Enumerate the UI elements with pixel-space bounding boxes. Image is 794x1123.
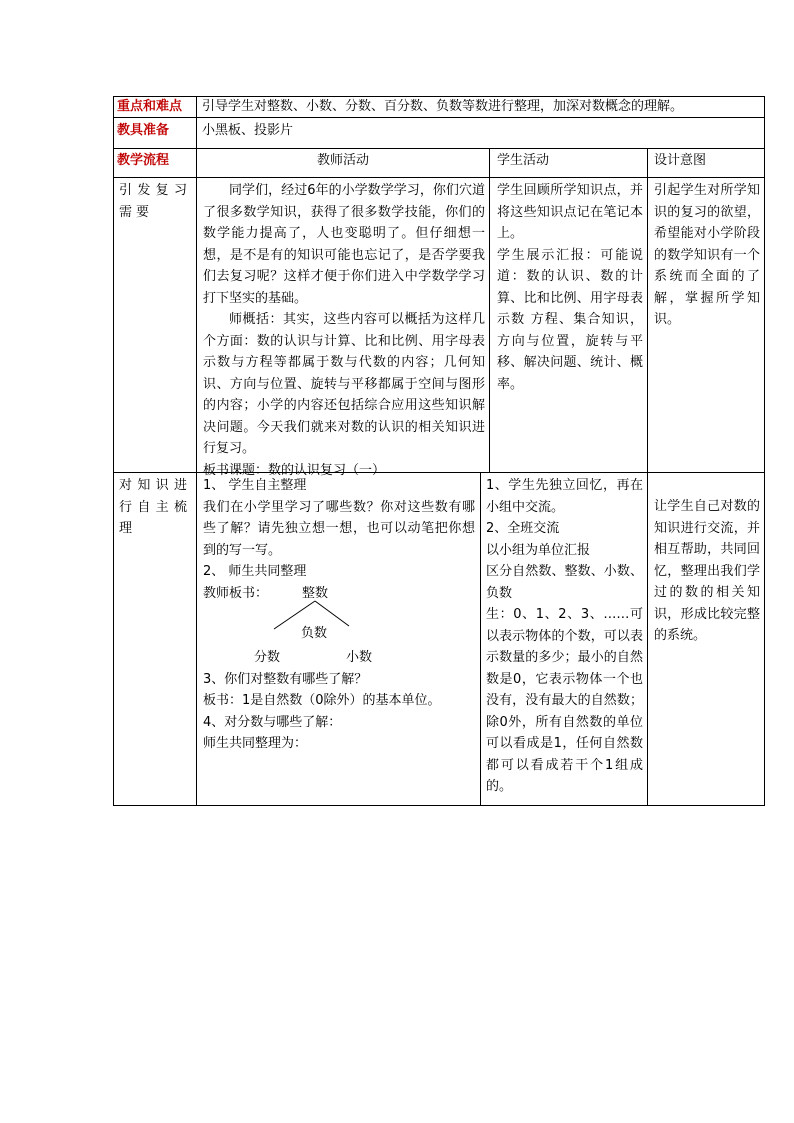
section1-label: 引发复习需要 <box>119 183 191 220</box>
rule-2 <box>113 148 765 149</box>
rule-col2b <box>480 472 481 806</box>
tree-mid: 负数 <box>301 625 328 641</box>
teacher-activity-header: 教师活动 <box>316 153 369 168</box>
section2-t2: 我们在小学里学习了哪些数？你对这些数有哪些了解？请先独立想一想，也可以动笔把你想到的写一写。 <box>203 499 475 558</box>
tree-right: 小数 <box>346 649 373 665</box>
materials-content: 小黑板、投影片 <box>202 123 294 138</box>
section2-teacher <box>203 475 475 755</box>
rule-1 <box>113 117 765 118</box>
board-writing-label: 教师板书： <box>203 585 269 601</box>
section2-student <box>486 475 643 798</box>
section2-t5: 3、你们对整数有哪些了解？ <box>203 671 368 687</box>
student-activity-header: 学生活动 <box>497 153 550 168</box>
section2-t7: 4、对分数与哪些了解： <box>203 714 342 730</box>
rule-left <box>113 96 114 806</box>
key-points-content: 引导学生对整数、小数、分数、百分数、负数等数进行整理，加深对数概念的理解。 <box>202 99 684 114</box>
design-intent-header: 设计意图 <box>654 153 707 168</box>
section2-s2: 2、全班交流 <box>486 521 560 536</box>
number-tree <box>203 583 475 669</box>
process-label: 教学流程 <box>117 153 170 168</box>
tree-root: 整数 <box>302 585 329 601</box>
rule-col2a <box>489 148 490 473</box>
rule-right <box>764 96 765 806</box>
section2-s3: 以小组为单位汇报 <box>486 542 591 558</box>
section1-student <box>497 180 643 395</box>
section2-label: 对知识进行自主梳理 <box>119 478 191 536</box>
section1-teacher-p2: 师概括：其实，这些内容可以概括为这样几个方面：数的认识与计算、比和比例、用字母表示数与方程等都属于数与代数的内容；几何知识、方向与位置、旋转与平移都属于空间与图形的内容；小学的内容还包括综合应用这些知识解决问题。今天我们就来对数的认识的相关知识进行复习。 <box>203 312 485 456</box>
section2-t6: 板书：1是自然数（0除外）的基本单位。 <box>203 693 441 708</box>
section1-teacher-p1: 同学们，经过6年的小学数学学习，你们穴道了很多数学知识，获得了很多数学技能，你们的数学能力提高了，人也变聪明了。但仔细想一想，是不是有的知识可能也忘记了，是否学要我们去复习呢？这样才便于你们进入中学数学学习打下坚实的基础。 <box>203 183 485 306</box>
section2-s5: 生：0、1、2、3、……可以表示物体的个数，可以表示数量的多少；最小的自然数是0，它表示物体一个也没有，没有最大的自然数；除0外，所有自然数的单位可以看成是1，任何自然数都可以看成若干个1组成的。 <box>486 607 643 794</box>
section2-t8: 师生共同整理为： <box>203 736 308 751</box>
section2-s1: 1、学生先独立回忆，再在小组中交流。 <box>486 478 643 515</box>
materials-label: 教具准备 <box>117 123 170 138</box>
rule-col3 <box>647 148 648 806</box>
section2-design: 让学生自己对数的知识进行交流，并相互帮助，共同回忆，整理出我们学过的数的相关知识，形成比较完整的系统。 <box>654 499 760 643</box>
section1-teacher <box>203 180 485 481</box>
rule-col1 <box>196 96 197 806</box>
section1-student-p2: 学生展示汇报：可能说道：数的认识、数的计算、比和比例、用字母表示数 方程、集合知识，方向与位置，旋转与平移、解决问题、统计、概率。 <box>497 247 643 392</box>
tree-left: 分数 <box>254 649 281 665</box>
section1-design: 引起学生对所学知识的复习的欲望，希望能对小学阶段的数学知识有一个系统而全面的了解，掌握所学知识。 <box>654 183 760 327</box>
section2-s4: 区分自然数、整数、小数、负数 <box>486 564 643 601</box>
section1-teacher-p3: 板书课题：数的认识复习（一） <box>203 462 386 478</box>
section2-t3: 2、 师生共同整理 <box>203 564 307 579</box>
key-points-label: 重点和难点 <box>117 99 183 114</box>
rule-3 <box>113 177 765 178</box>
section2-t1: 1、 学生自主整理 <box>203 478 307 493</box>
section1-student-p1: 学生回顾所学知识点，并将这些知识点记在笔记本上。 <box>497 183 643 241</box>
rule-bottom <box>113 805 765 806</box>
